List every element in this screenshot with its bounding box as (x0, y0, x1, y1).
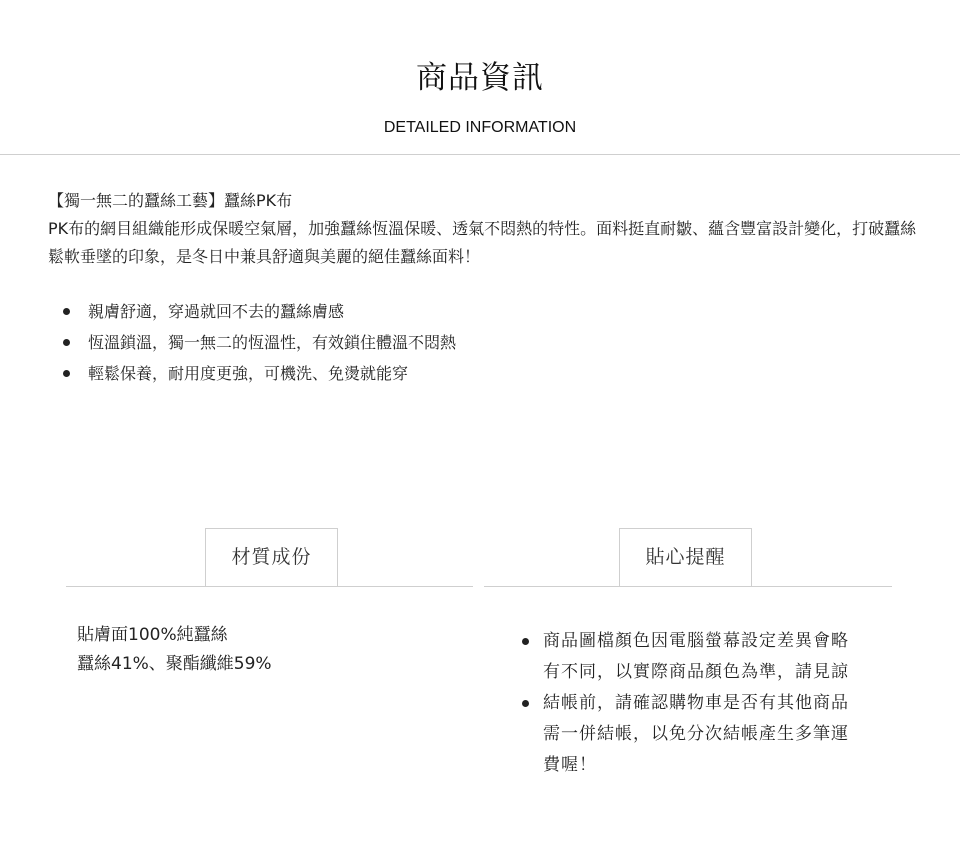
reminder-list (484, 626, 892, 781)
material-line: 蠶絲41%、聚酯纖維59% (77, 654, 272, 674)
divider (484, 586, 892, 587)
feature-item (48, 358, 908, 389)
bullet-icon (63, 308, 70, 315)
reminder-item (484, 626, 853, 688)
material-line: 貼膚面100%純蠶絲 (77, 625, 228, 645)
bullet-icon (63, 370, 70, 377)
page-title: 商品資訊 (416, 60, 544, 96)
reminder-item (484, 688, 853, 781)
feature-item (48, 296, 908, 327)
tab-reminder: 貼心提醒 (619, 528, 752, 586)
reminder-text: 結帳前，請確認購物車是否有其他商品需一併結帳，以免分次結帳產生多筆運費喔！ (543, 693, 849, 775)
feature-text: 輕鬆保養，耐用度更強，可機洗、免燙就能穿 (88, 364, 409, 383)
intro-heading: 【獨一無二的蠶絲工藝】蠶絲PK布 (48, 191, 293, 210)
bullet-icon (63, 339, 70, 346)
bullet-icon (522, 638, 529, 645)
feature-item (48, 327, 908, 358)
tab-material: 材質成份 (205, 528, 338, 586)
product-intro (48, 187, 918, 271)
feature-list (48, 296, 908, 389)
divider (66, 586, 473, 587)
material-content (77, 621, 457, 679)
feature-text: 恆溫鎖溫，獨一無二的恆溫性，有效鎖住體溫不悶熱 (88, 333, 457, 352)
feature-text: 親膚舒適，穿過就回不去的蠶絲膚感 (88, 302, 345, 321)
page-subtitle: DETAILED INFORMATION (383, 119, 577, 136)
reminder-text: 商品圖檔顏色因電腦螢幕設定差異會略有不同，以實際商品顏色為準，請見諒 (543, 631, 849, 682)
intro-body: PK布的網目組織能形成保暖空氣層，加強蠶絲恆溫保暖、透氣不悶熱的特性。面料挺直耐皺、蘊含豐富設計變化，打破蠶絲鬆軟垂墜的印象，是冬日中兼具舒適與美麗的絕佳蠶絲面料！ (48, 219, 917, 266)
bullet-icon (522, 700, 529, 707)
page-header (0, 0, 960, 155)
